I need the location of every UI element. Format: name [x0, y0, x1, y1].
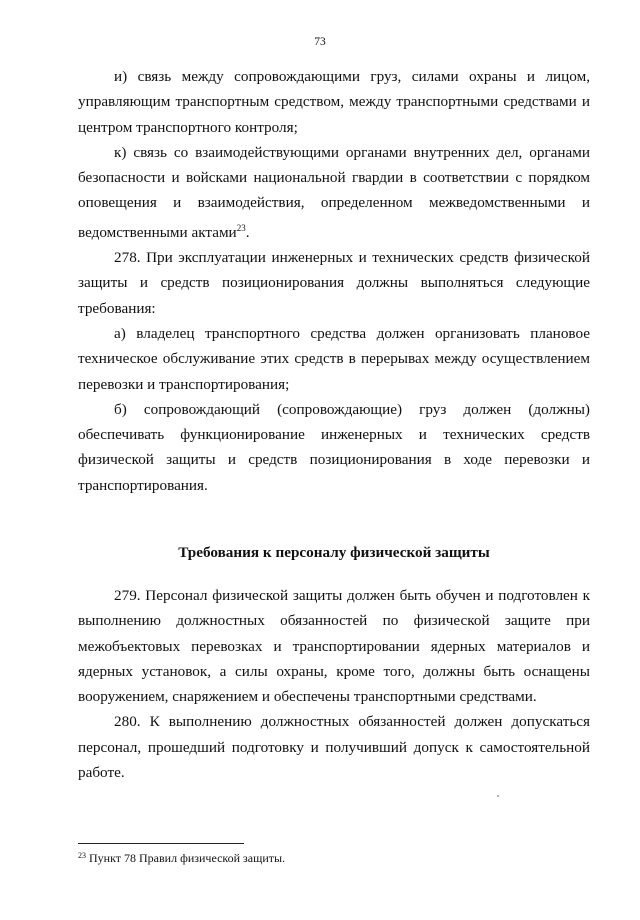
paragraph-278: 278. При эксплуатации инженерных и технических средств физической защиты и средств позиционирования должны выполняться следующие требования:	[78, 249, 590, 317]
footnote-text: Пункт 78 Правил физической защиты.	[86, 851, 286, 865]
footnote-divider	[78, 843, 244, 844]
paragraph-279: 279. Персонал физической защиты должен быть обучен и подготовлен к выполнению должностных обязанностей по физической защите при межобъектовых перевозках и транспортировании ядерных материалов и ядерных установок, а силы охраны, кроме того, должны быть оснащены вооружением, снаряжением и обеспечены транспортными средствами.	[78, 587, 590, 706]
scan-speck	[497, 795, 499, 797]
paragraph-k	[78, 140, 590, 245]
paragraph-b: б) сопровождающий (сопровождающие) груз должен (должны) обеспечивать функционирование инженерных и технических средств физической защиты и средств позиционирования в ходе перевозки и транспортирования.	[78, 400, 590, 494]
paragraph-k-tail: .	[245, 223, 250, 241]
page-number: 73	[314, 36, 326, 48]
footnote-mark: 23	[78, 851, 86, 860]
footnote-reference: 23	[236, 222, 246, 233]
body-text-bottom	[78, 583, 590, 785]
paragraph-i: и) связь между сопровождающими груз, силами охраны и лицом, управляющим транспортным средством, между транспортными средствами и центром транспортного контроля;	[78, 68, 590, 136]
paragraph-a: а) владелец транспортного средства должен организовать плановое техническое обслуживание этих средств в перерывах между осуществлением перевозки и транспортирования;	[78, 324, 590, 393]
paragraph-280: 280. К выполнению должностных обязанностей должен допускаться персонал, прошедший подготовку и получивший допуск к самостоятельной работе.	[78, 713, 590, 782]
footnote	[78, 848, 590, 866]
section-heading: Требования к персоналу физической защиты	[178, 544, 490, 561]
body-text-top	[78, 64, 590, 498]
paragraph-k-text: к) связь со взаимодействующими органами внутренних дел, органами безопасности и войсками национальной гвардии в соответствии с порядком оповещения и взаимодействия, определенном межведомственными и ведомственными актами	[78, 143, 590, 241]
